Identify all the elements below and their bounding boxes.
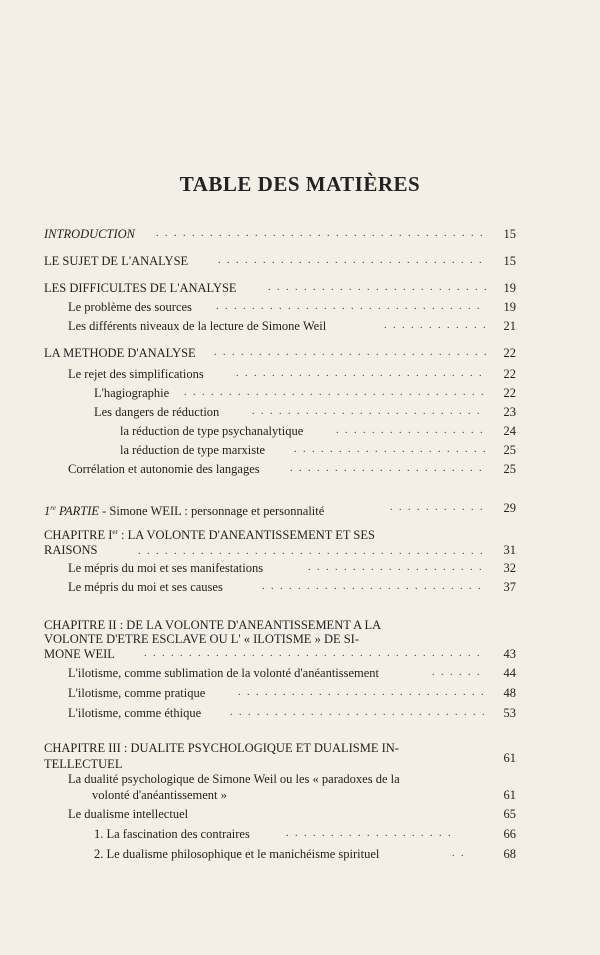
toc-entry-label: Corrélation et autonomie des langages <box>68 462 260 476</box>
toc-entry-label: la réduction de type marxiste <box>120 443 266 457</box>
dot-leader <box>156 225 486 243</box>
toc-entry-label: 2. Le dualisme philosophique et le manichéisme spirituel <box>94 847 380 861</box>
toc-entry <box>0 684 600 702</box>
dot-leader <box>236 365 486 383</box>
dot-leader <box>214 344 486 362</box>
toc-page-number: 44 <box>503 666 516 680</box>
toc-page-number: 25 <box>503 462 516 476</box>
dot-leader <box>290 460 486 478</box>
toc-page-number: 53 <box>503 706 516 720</box>
toc-entry-label: Le mépris du moi et ses manifestations <box>68 561 264 575</box>
toc-entry-label: Les différents niveaux de la lecture de Simone Weil <box>68 319 327 333</box>
dot-leader <box>216 298 486 316</box>
toc-entry-label: INTRODUCTION <box>44 227 135 241</box>
toc-entry <box>0 298 600 316</box>
toc-page-number: 19 <box>503 281 516 295</box>
dot-leader <box>336 422 486 440</box>
toc-entry <box>0 252 600 270</box>
toc-entry <box>0 384 600 402</box>
toc-page-number: 43 <box>503 647 516 661</box>
toc-page-number: 61 <box>503 751 516 765</box>
dot-leader <box>286 825 450 843</box>
dot-leader <box>218 252 486 270</box>
toc-page-number: 22 <box>503 386 516 400</box>
dot-leader <box>268 279 486 297</box>
toc-page-number: 25 <box>503 443 516 457</box>
toc-entry-label: Le mépris du moi et ses causes <box>68 580 223 594</box>
toc-page-number: 37 <box>503 580 516 594</box>
toc-entry: La dualité psychologique de Simone Weil ou les « paradoxes de la volonté d'anéantissement » 61 <box>68 772 516 802</box>
dot-leader <box>390 499 486 517</box>
dot-leader <box>262 578 486 596</box>
dot-leader <box>238 684 486 702</box>
toc-entry-label: Les dangers de réduction <box>94 405 220 419</box>
toc-page-number: 61 <box>503 788 516 802</box>
toc-entry <box>0 344 600 362</box>
toc-entry-label: L'hagiographie <box>94 386 170 400</box>
toc-entry <box>0 441 600 459</box>
toc-entry <box>0 317 600 335</box>
toc-entry <box>0 805 600 823</box>
toc-entry <box>0 664 600 682</box>
toc-page-number: 22 <box>503 346 516 360</box>
dot-leader <box>252 403 486 421</box>
toc-entry <box>0 422 600 440</box>
toc-entry-label: L'ilotisme, comme pratique <box>68 686 206 700</box>
toc-entry <box>0 365 600 383</box>
toc-entry-label: Le rejet des simplifications <box>68 367 204 381</box>
dot-leader <box>184 384 486 402</box>
toc-entry-label: LE SUJET DE L'ANALYSE <box>44 254 189 268</box>
toc-page-number: 22 <box>503 367 516 381</box>
toc-page-number: 15 <box>503 254 516 268</box>
toc-page-number: 24 <box>503 424 516 438</box>
dot-leader <box>308 559 486 577</box>
toc-entry <box>0 499 600 517</box>
toc-entry <box>0 845 600 863</box>
toc-entry <box>0 559 600 577</box>
toc-entry-label: L'ilotisme, comme éthique <box>68 706 202 720</box>
dot-leader <box>294 441 486 459</box>
toc-entry <box>0 403 600 421</box>
toc-page-number: 19 <box>503 300 516 314</box>
toc-entry <box>0 704 600 722</box>
toc-page-number: 66 <box>503 827 516 841</box>
toc-page-number: 21 <box>503 319 516 333</box>
toc-entry <box>0 578 600 596</box>
toc-entry <box>0 460 600 478</box>
toc-page-number: 68 <box>503 847 516 861</box>
toc-chapter-heading: CHAPITRE Ier : LA VOLONTE D'ANEANTISSEMENT ET SES RAISONS . . . 31 <box>44 525 478 561</box>
toc-entry <box>0 825 600 843</box>
toc-entry-label: Le dualisme intellectuel <box>68 807 189 821</box>
toc-entry-label: 1re PARTIE - Simone WEIL : personnage et personnalité <box>44 504 325 519</box>
dot-leader <box>384 317 486 335</box>
toc-chapter-heading: CHAPITRE II : DE LA VOLONTE D'ANEANTISSEMENT A LA VOLONTE D'ETRE ESCLAVE OU L' « ILOTISME » DE SI- MONE WEIL . . . 43 <box>44 618 478 662</box>
toc-page-number: 31 <box>503 543 516 558</box>
toc-page-number: 48 <box>503 686 516 700</box>
toc-chapter-heading: CHAPITRE III : DUALITE PSYCHOLOGIQUE ET DUALISME IN- TELLECTUEL 61 <box>44 741 516 771</box>
toc-page-number: 65 <box>503 807 516 821</box>
toc-page-number: 29 <box>503 501 516 515</box>
toc-entry-label: 1. La fascination des contraires <box>94 827 250 841</box>
toc-page-number: 15 <box>503 227 516 241</box>
toc-entry-label: L'ilotisme, comme sublimation de la volonté d'anéantissement <box>68 666 380 680</box>
toc-entry-label: LA METHODE D'ANALYSE <box>44 346 196 360</box>
toc-entry <box>0 225 600 243</box>
dot-leader <box>230 704 486 722</box>
toc-page-number: 32 <box>503 561 516 575</box>
dot-leader <box>452 845 470 863</box>
toc-page-number: 23 <box>503 405 516 419</box>
page-title: TABLE DES MATIÈRES <box>179 172 421 196</box>
toc-entry <box>0 279 600 297</box>
toc-entry-label: LES DIFFICULTES DE L'ANALYSE <box>44 281 237 295</box>
toc-entry-label: Le problème des sources <box>68 300 192 314</box>
dot-leader <box>144 646 486 662</box>
toc-entry-label: la réduction de type psychanalytique <box>120 424 304 438</box>
